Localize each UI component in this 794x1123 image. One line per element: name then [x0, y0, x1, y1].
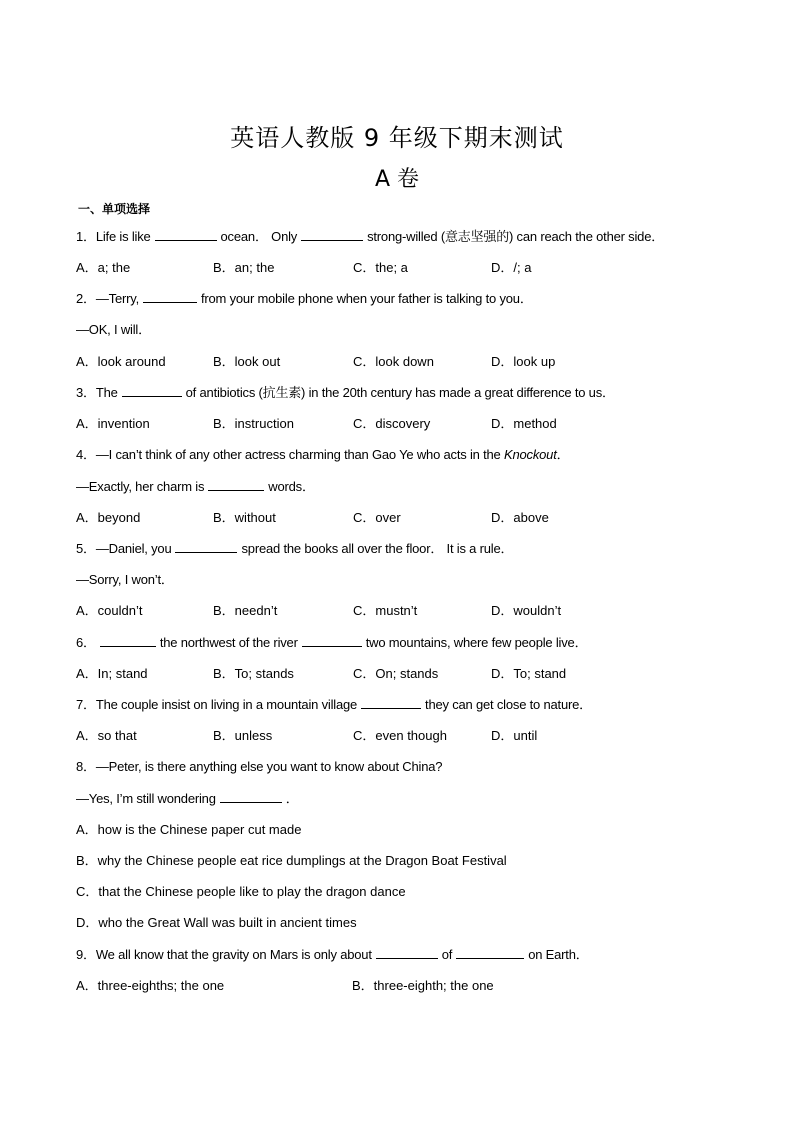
question-text: —Peter, is there anything else you want to know about China?: [95, 759, 443, 774]
question-text: —I can’t think of any other actress charming than Gao Ye who acts in the: [95, 447, 501, 462]
question-9: [76, 944, 589, 963]
section-heading: 一、单项选择: [78, 202, 151, 216]
question-4: [76, 444, 569, 463]
option-a[interactable]: A．In; stand: [76, 666, 148, 681]
question-4-reply: [76, 476, 315, 495]
question-text: of antibiotics (抗生素) in the 20th century has made a great difference to us．: [185, 385, 615, 400]
question-7: [76, 694, 592, 713]
question-text: ．: [285, 791, 299, 806]
option-b[interactable]: B．why the Chinese people eat rice dumplings at the Dragon Boat Festival: [76, 853, 507, 868]
option-a[interactable]: A．beyond: [76, 510, 141, 525]
option-a[interactable]: A．so that: [76, 728, 137, 743]
question-text: ．: [556, 447, 570, 462]
answer-blank: [100, 634, 156, 647]
question-number: 6．: [76, 635, 96, 650]
option-b[interactable]: B．To; stands: [213, 666, 294, 681]
question-number: 8．: [76, 759, 96, 774]
question-5-reply: —Sorry, I won’t．: [76, 572, 174, 587]
option-d[interactable]: D．look up: [491, 354, 556, 369]
answer-blank: [208, 478, 264, 491]
question-8-reply: [76, 788, 299, 807]
answer-blank: [155, 228, 217, 241]
answer-blank: [122, 384, 182, 397]
option-a[interactable]: A．three-eighths; the one: [76, 978, 225, 993]
question-text: —Terry,: [95, 291, 139, 306]
question-text: —Daniel, you: [95, 541, 172, 556]
option-a[interactable]: A．look around: [76, 354, 166, 369]
answer-blank: [220, 790, 282, 803]
option-b[interactable]: B．without: [213, 510, 276, 525]
question-8: [76, 756, 442, 775]
movie-title: Knockout: [504, 447, 557, 462]
question-text: The: [95, 385, 118, 400]
option-b[interactable]: B．an; the: [213, 260, 275, 275]
answer-blank: [143, 290, 197, 303]
option-d[interactable]: D．/; a: [491, 260, 532, 275]
option-c[interactable]: C．mustn’t: [353, 603, 418, 618]
option-a[interactable]: A．couldn’t: [76, 603, 143, 618]
question-number: 1．: [76, 229, 96, 244]
question-text: words．: [268, 479, 315, 494]
option-b[interactable]: B．unless: [213, 728, 273, 743]
option-b[interactable]: B．instruction: [213, 416, 294, 431]
question-text: —Yes, I’m still wondering: [76, 791, 216, 806]
question-text: spread the books all over the floor． It is a rule．: [241, 541, 514, 556]
option-b[interactable]: B．look out: [213, 354, 281, 369]
question-number: 3．: [76, 385, 96, 400]
option-c[interactable]: C．even though: [353, 728, 447, 743]
question-number: 9．: [76, 947, 96, 962]
option-a[interactable]: A．a; the: [76, 260, 131, 275]
option-c[interactable]: C．look down: [353, 354, 434, 369]
question-text: strong-willed (意志坚强的) can reach the other side．: [367, 229, 665, 244]
option-d[interactable]: D．wouldn’t: [491, 603, 562, 618]
question-text: two mountains, where few people live．: [365, 635, 588, 650]
question-6: [76, 632, 587, 651]
answer-blank: [456, 946, 524, 959]
option-c[interactable]: C．over: [353, 510, 401, 525]
question-text: on Earth．: [528, 947, 589, 962]
option-a[interactable]: A．invention: [76, 416, 150, 431]
answer-blank: [302, 634, 362, 647]
option-d[interactable]: D．method: [491, 416, 557, 431]
question-text: of: [441, 947, 453, 962]
question-text: —Exactly, her charm is: [76, 479, 205, 494]
question-number: 4．: [76, 447, 96, 462]
option-d[interactable]: D．To; stand: [491, 666, 567, 681]
option-c[interactable]: C．On; stands: [353, 666, 439, 681]
question-5: [76, 538, 513, 557]
question-text: Life is like: [95, 229, 151, 244]
question-3: [76, 382, 615, 401]
option-b[interactable]: B．three-eighth; the one: [352, 978, 494, 993]
option-c[interactable]: C．the; a: [353, 260, 408, 275]
page-subtitle: A 卷: [374, 167, 420, 192]
question-text: The couple insist on living in a mountain village: [95, 697, 358, 712]
option-c[interactable]: C．that the Chinese people like to play the dragon dance: [76, 884, 406, 899]
question-text: We all know that the gravity on Mars is only about: [95, 947, 372, 962]
question-1: [76, 226, 664, 245]
answer-blank: [175, 540, 237, 553]
option-d[interactable]: D．who the Great Wall was built in ancient times: [76, 915, 357, 930]
question-number: 7．: [76, 697, 96, 712]
option-b[interactable]: B．needn’t: [213, 603, 278, 618]
answer-blank: [361, 696, 421, 709]
question-text: from your mobile phone when your father is talking to you．: [200, 291, 533, 306]
question-2-reply: —OK, I will．: [76, 322, 151, 337]
option-a[interactable]: A．how is the Chinese paper cut made: [76, 822, 302, 837]
option-d[interactable]: D．above: [491, 510, 549, 525]
option-c[interactable]: C．discovery: [353, 416, 431, 431]
answer-blank: [376, 946, 438, 959]
question-text: they can get close to nature．: [425, 697, 592, 712]
page-title: 英语人教版 9 年级下期末测试: [230, 124, 564, 152]
option-d[interactable]: D．until: [491, 728, 538, 743]
question-number: 5．: [76, 541, 96, 556]
answer-blank: [301, 228, 363, 241]
question-2: [76, 288, 533, 307]
question-number: 2．: [76, 291, 96, 306]
question-text: ocean． Only: [220, 229, 298, 244]
question-text: the northwest of the river: [159, 635, 298, 650]
